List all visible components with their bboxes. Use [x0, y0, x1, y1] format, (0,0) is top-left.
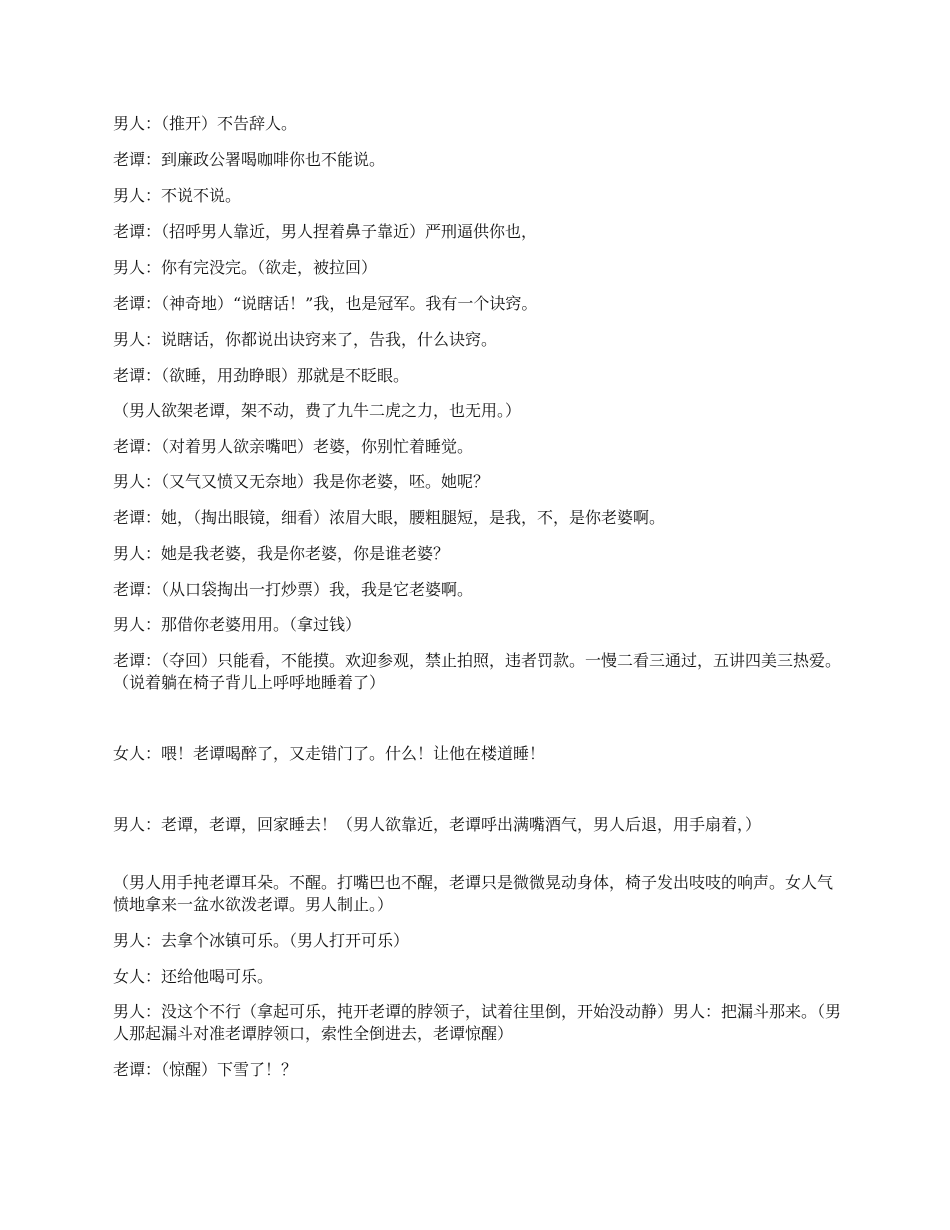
script-line: 男人：不说不说。	[113, 186, 242, 205]
stage-direction: （男人欲架老谭，架不动，费了九牛二虎之力，也无用。）	[113, 401, 522, 420]
stage-direction: （男人用手扽老谭耳朵。不醒。打嘴巴也不醒，老谭只是微微晃动身体，椅子发出吱吱的响声。女人气愤地拿来一盆水欲泼老谭。男人制止。）	[113, 873, 834, 914]
script-line: 老谭：（惊醒）下雪了！？	[113, 1060, 298, 1079]
script-line: 老谭：（从口袋掏出一打炒票）我，我是它老婆啊。	[113, 580, 474, 599]
script-line: 男人：老谭，老谭，回家睡去！（男人欲靠近，老谭呼出满嘴酒气，男人后退，用手扇着，）	[113, 815, 762, 834]
script-line: 男人：去拿个冰镇可乐。（男人打开可乐）	[113, 931, 410, 950]
script-line: 女人：还给他喝可乐。	[113, 967, 274, 986]
script-line: 男人：你有完没完。（欲走，被拉回）	[113, 258, 378, 277]
script-line: 老谭：（对着男人欲亲嘴吧）老婆，你别忙着睡觉。	[113, 437, 474, 456]
script-line: 男人：说瞎话，你都说出诀窍来了，告我，什么诀窍。	[113, 330, 498, 349]
script-line: 老谭：（欲睡，用劲睁眼）那就是不眨眼。	[113, 366, 410, 385]
script-line: 女人：喂！老谭喝醉了，又走错门了。什么！让他在楼道睡！	[113, 744, 546, 763]
script-line: 男人：（又气又愤又无奈地）我是你老婆，呸。她呢？	[113, 472, 490, 491]
script-line: 老谭：（神奇地）“说瞎话！”我，也是冠军。我有一个诀窍。	[113, 294, 538, 313]
script-line: 老谭：她，（掏出眼镜，细看）浓眉大眼，腰粗腿短，是我，不，是你老婆啊。	[113, 508, 666, 527]
script-line: 老谭：到廉政公署喝咖啡你也不能说。	[113, 150, 386, 169]
script-line: 男人：没这个不行（拿起可乐，扽开老谭的脖领子，试着往里倒，开始没动静）男人：把漏斗那来。（男人那起漏斗对准老谭脖领口，索性全倒进去，老谭惊醒）	[113, 1002, 842, 1043]
script-line: 男人：（推开）不告辞人。	[113, 114, 298, 133]
script-line: 男人：她是我老婆，我是你老婆，你是谁老婆？	[113, 544, 450, 563]
script-line: 老谭：（招呼男人靠近，男人捏着鼻子靠近）严刑逼供你也，	[113, 222, 538, 241]
script-line: 老谭：（夺回）只能看，不能摸。欢迎参观，禁止拍照，违者罚款。一慢二看三通过，五讲四美三热爱。（说着躺在椅子背儿上呼呼地睡着了）	[113, 651, 842, 692]
script-line: 男人：那借你老婆用用。（拿过钱）	[113, 615, 362, 634]
